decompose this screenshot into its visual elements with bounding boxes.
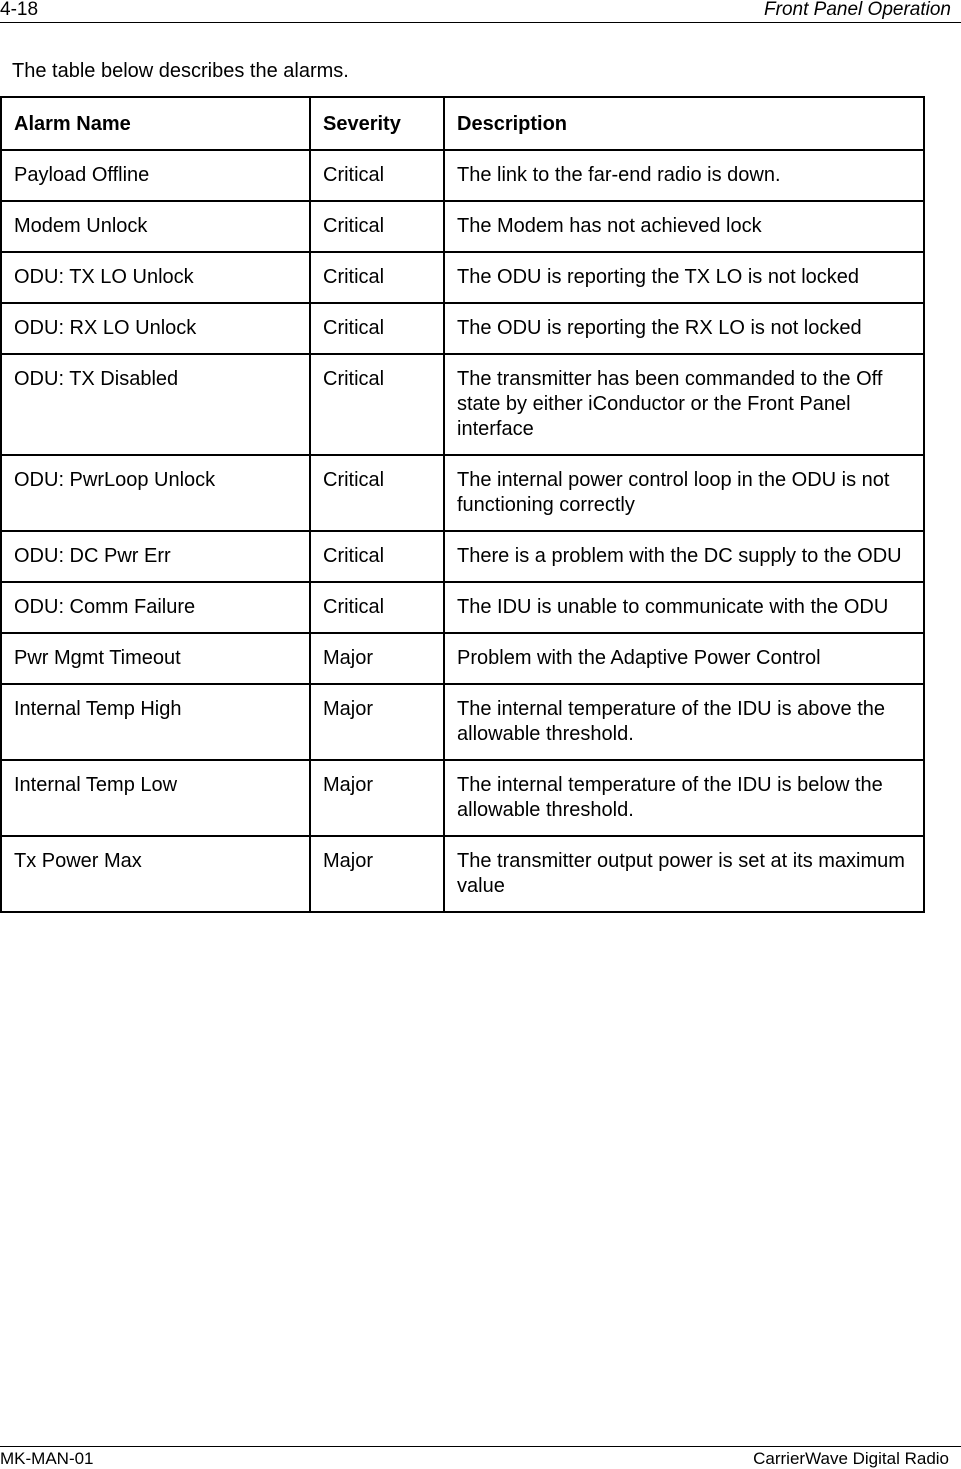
alarm-name-cell: Tx Power Max (1, 836, 310, 912)
table-row (1, 354, 924, 455)
page-number: 4-18 (0, 0, 39, 20)
description-cell: The internal temperature of the IDU is below the allowable threshold. (444, 760, 924, 836)
description-cell: The internal temperature of the IDU is above the allowable threshold. (444, 684, 924, 760)
severity-cell: Critical (310, 531, 444, 582)
description-cell: The link to the far-end radio is down. (444, 150, 924, 201)
table-row (1, 633, 924, 684)
publisher-name: CarrierWave Digital Radio (753, 1449, 949, 1468)
table-header-row (1, 97, 924, 150)
table-row (1, 303, 924, 354)
description-cell: There is a problem with the DC supply to the ODU (444, 531, 924, 582)
table-row (1, 455, 924, 531)
page-footer (0, 1446, 961, 1468)
alarm-name-cell: Payload Offline (1, 150, 310, 201)
alarm-name-cell: ODU: DC Pwr Err (1, 531, 310, 582)
alarm-name-cell: Internal Temp Low (1, 760, 310, 836)
alarms-table (0, 96, 925, 913)
document-id: MK-MAN-01 (0, 1449, 94, 1468)
alarm-name-cell: Pwr Mgmt Timeout (1, 633, 310, 684)
table-row (1, 582, 924, 633)
table-row (1, 252, 924, 303)
description-cell: The transmitter has been commanded to the Off state by either iConductor or the Front Panel interface (444, 354, 924, 455)
table-row (1, 684, 924, 760)
alarm-name-cell: ODU: Comm Failure (1, 582, 310, 633)
column-header-severity: Severity (310, 97, 444, 150)
section-title: Front Panel Operation (764, 0, 951, 20)
description-cell: The internal power control loop in the ODU is not functioning correctly (444, 455, 924, 531)
severity-cell: Major (310, 760, 444, 836)
severity-cell: Critical (310, 455, 444, 531)
column-header-description: Description (444, 97, 924, 150)
page-header (0, 0, 961, 23)
description-cell: The ODU is reporting the RX LO is not locked (444, 303, 924, 354)
severity-cell: Major (310, 633, 444, 684)
severity-cell: Critical (310, 150, 444, 201)
description-cell: The IDU is unable to communicate with the ODU (444, 582, 924, 633)
severity-cell: Critical (310, 582, 444, 633)
severity-cell: Critical (310, 201, 444, 252)
column-header-alarm-name: Alarm Name (1, 97, 310, 150)
alarm-name-cell: ODU: RX LO Unlock (1, 303, 310, 354)
table-row (1, 836, 924, 912)
description-cell: The transmitter output power is set at its maximum value (444, 836, 924, 912)
severity-cell: Major (310, 684, 444, 760)
severity-cell: Critical (310, 354, 444, 455)
table-row (1, 150, 924, 201)
alarm-name-cell: ODU: TX LO Unlock (1, 252, 310, 303)
alarm-name-cell: ODU: PwrLoop Unlock (1, 455, 310, 531)
description-cell: Problem with the Adaptive Power Control (444, 633, 924, 684)
severity-cell: Major (310, 836, 444, 912)
description-cell: The Modem has not achieved lock (444, 201, 924, 252)
table-row (1, 760, 924, 836)
table-row (1, 531, 924, 582)
table-row (1, 201, 924, 252)
alarm-name-cell: Modem Unlock (1, 201, 310, 252)
intro-text: The table below describes the alarms. (12, 60, 349, 82)
alarm-name-cell: Internal Temp High (1, 684, 310, 760)
description-cell: The ODU is reporting the TX LO is not locked (444, 252, 924, 303)
alarm-name-cell: ODU: TX Disabled (1, 354, 310, 455)
severity-cell: Critical (310, 303, 444, 354)
severity-cell: Critical (310, 252, 444, 303)
